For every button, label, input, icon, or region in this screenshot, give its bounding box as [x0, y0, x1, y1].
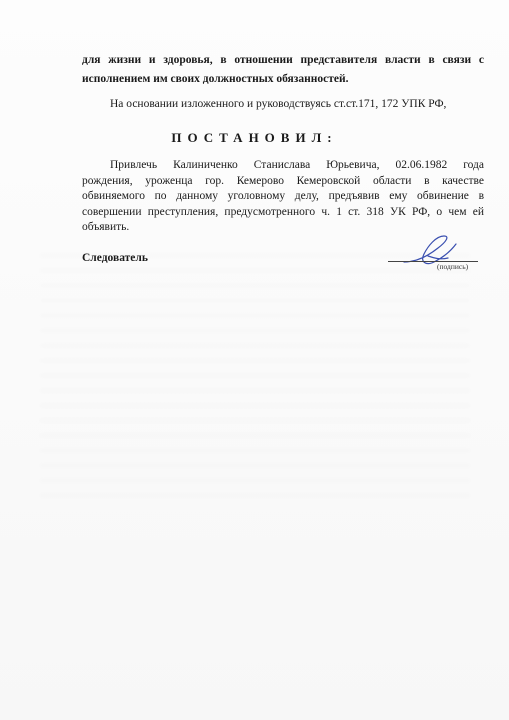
decision-line: обвиняемого по данному уголовному делу, предъявив ему обвинение в	[82, 190, 484, 202]
signature-caption: (подпись)	[437, 262, 469, 271]
intro-paragraph	[82, 51, 484, 89]
decision-paragraph	[82, 158, 484, 236]
intro-line-1: для жизни и здоровья, в отношении представителя власти в связи с	[82, 54, 484, 66]
investigator-label: Следователь	[82, 252, 148, 264]
decision-line: совершении преступления, предусмотренного ч. 1 ст. 318 УК РФ, о чем ей	[82, 205, 484, 218]
decision-title: ПОСТАНОВИЛ:	[171, 130, 338, 145]
decision-line: объявить.	[82, 221, 130, 233]
decision-line: Привлечь Калиниченко Станислава Юрьевича, 02.06.1982 года	[110, 159, 484, 171]
decision-line: рождения, уроженца гор. Кемерово Кемеровской области в качестве	[82, 174, 484, 187]
paper-bleed-through	[40, 250, 470, 510]
intro-line-2: исполнением им своих должностных обязанностей.	[82, 73, 349, 85]
legal-basis: На основании изложенного и руководствуясь ст.ст.171, 172 УПК РФ,	[110, 98, 447, 110]
